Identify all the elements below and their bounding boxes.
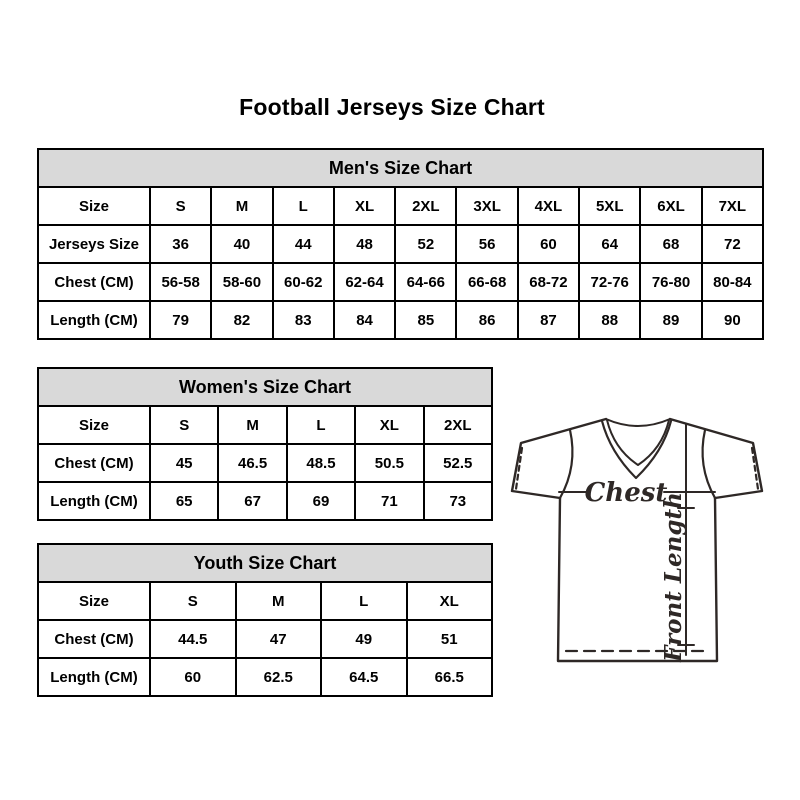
mens-cell: 80-84 [702,263,763,301]
womens-cell: 2XL [424,406,492,444]
mens-cell: 40 [211,225,272,263]
mens-cell: 88 [579,301,640,339]
jersey-collar-back [606,419,670,426]
womens-cell: 46.5 [218,444,286,482]
mens-cell: 56 [456,225,517,263]
mens-cell: 5XL [579,187,640,225]
mens-table-row [38,225,763,263]
mens-cell: 68-72 [518,263,579,301]
mens-cell: 2XL [395,187,456,225]
mens-cell: M [211,187,272,225]
youth-cell: 62.5 [236,658,322,696]
mens-cell: 86 [456,301,517,339]
jersey-measurement-diagram [498,394,778,674]
womens-cell: 45 [150,444,218,482]
mens-cell: 6XL [640,187,701,225]
youth-cell: S [150,582,236,620]
womens-size-table [37,367,493,521]
mens-cell: XL [334,187,395,225]
mens-cell: 85 [395,301,456,339]
womens-table-row [38,444,492,482]
mens-cell: 79 [150,301,211,339]
youth-row-label: Length (CM) [38,658,150,696]
mens-cell: S [150,187,211,225]
womens-cell: 65 [150,482,218,520]
mens-cell: 3XL [456,187,517,225]
womens-row-label: Chest (CM) [38,444,150,482]
mens-cell: 72 [702,225,763,263]
womens-table-row [38,482,492,520]
mens-cell: 72-76 [579,263,640,301]
mens-size-table [37,148,764,340]
mens-cell: 89 [640,301,701,339]
womens-cell: L [287,406,355,444]
youth-cell: 66.5 [407,658,493,696]
mens-cell: 83 [273,301,334,339]
mens-cell: 4XL [518,187,579,225]
mens-row-label: Size [38,187,150,225]
womens-cell: 48.5 [287,444,355,482]
womens-row-label: Length (CM) [38,482,150,520]
front-length-label: Front Length [660,492,687,662]
youth-row-label: Size [38,582,150,620]
mens-cell: 58-60 [211,263,272,301]
mens-cell: L [273,187,334,225]
mens-row-label: Jerseys Size [38,225,150,263]
womens-cell: 67 [218,482,286,520]
womens-cell: 52.5 [424,444,492,482]
mens-cell: 84 [334,301,395,339]
chest-label: Chest [584,478,668,508]
youth-size-table [37,543,493,697]
mens-cell: 62-64 [334,263,395,301]
mens-table-row [38,301,763,339]
youth-cell: L [321,582,407,620]
youth-cell: M [236,582,322,620]
womens-cell: 69 [287,482,355,520]
youth-cell: 49 [321,620,407,658]
mens-table-title: Men's Size Chart [38,149,763,187]
mens-cell: 66-68 [456,263,517,301]
jersey-collar-neckline [602,421,671,478]
youth-cell: 47 [236,620,322,658]
youth-table-row [38,582,492,620]
mens-cell: 68 [640,225,701,263]
mens-cell: 7XL [702,187,763,225]
mens-cell: 44 [273,225,334,263]
mens-cell: 52 [395,225,456,263]
mens-cell: 90 [702,301,763,339]
youth-cell: 44.5 [150,620,236,658]
jersey-right-sleeve [670,419,762,498]
womens-table-row [38,406,492,444]
youth-table-row [38,658,492,696]
mens-row-label: Chest (CM) [38,263,150,301]
jersey-body-outline [558,498,717,661]
youth-table-row [38,620,492,658]
mens-row-label: Length (CM) [38,301,150,339]
youth-row-label: Chest (CM) [38,620,150,658]
youth-cell: XL [407,582,493,620]
mens-cell: 64-66 [395,263,456,301]
womens-cell: M [218,406,286,444]
mens-table-row [38,263,763,301]
youth-cell: 64.5 [321,658,407,696]
mens-cell: 48 [334,225,395,263]
mens-table-row [38,187,763,225]
youth-cell: 51 [407,620,493,658]
mens-cell: 87 [518,301,579,339]
mens-cell: 36 [150,225,211,263]
womens-cell: 50.5 [355,444,423,482]
womens-table-title: Women's Size Chart [38,368,492,406]
youth-table-title: Youth Size Chart [38,544,492,582]
mens-cell: 60-62 [273,263,334,301]
mens-cell: 60 [518,225,579,263]
womens-cell: XL [355,406,423,444]
mens-cell: 82 [211,301,272,339]
mens-cell: 64 [579,225,640,263]
youth-cell: 60 [150,658,236,696]
womens-cell: 71 [355,482,423,520]
mens-cell: 56-58 [150,263,211,301]
mens-cell: 76-80 [640,263,701,301]
womens-cell: S [150,406,218,444]
womens-cell: 73 [424,482,492,520]
jersey-right-sleeve-seam [703,430,715,498]
womens-row-label: Size [38,406,150,444]
jersey-left-sleeve-seam [560,430,572,498]
page-title: Football Jerseys Size Chart [239,94,545,120]
